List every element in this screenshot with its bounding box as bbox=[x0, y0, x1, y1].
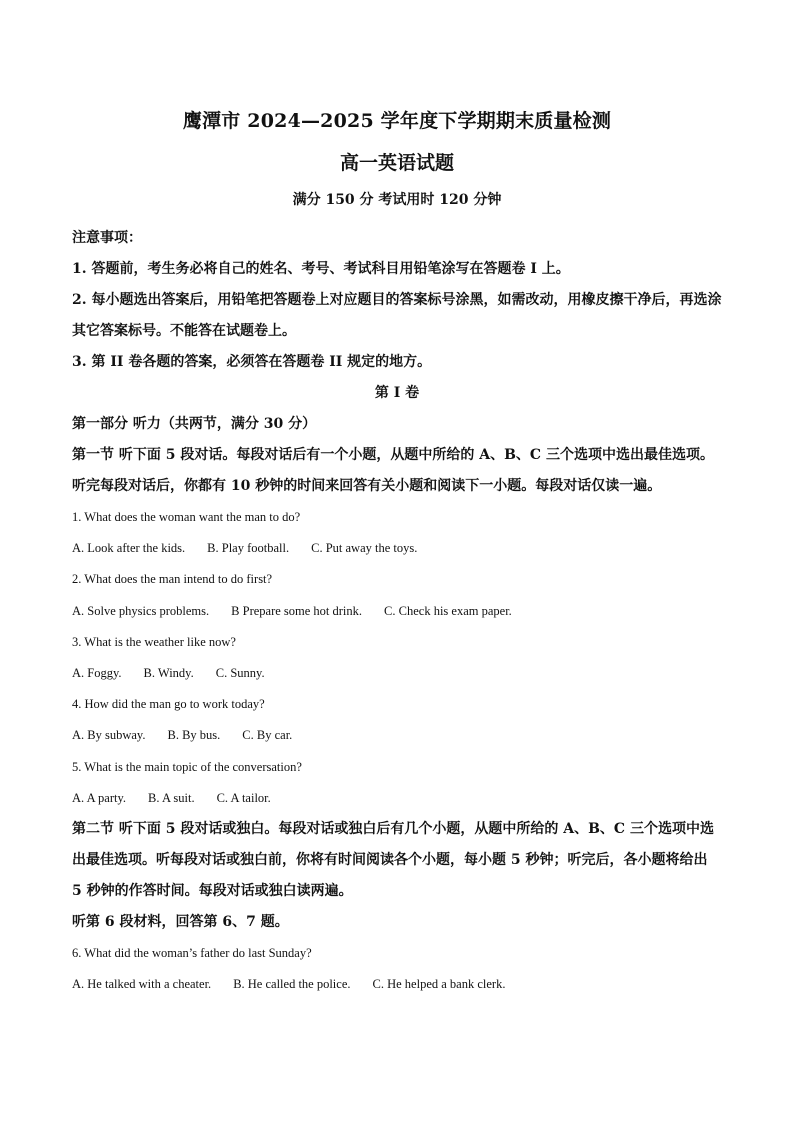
exam-subtitle: 高一英语试题 bbox=[339, 152, 454, 174]
option-a: A. Solve physics problems. bbox=[72, 603, 210, 618]
option-b: B. A suit. bbox=[148, 790, 195, 805]
option-c: C. He helped a bank clerk. bbox=[372, 977, 506, 992]
question-3: 3. What is the weather like now? bbox=[72, 634, 236, 649]
note-item-2: 2. 每小题选出答案后，用铅笔把答题卷上对应题目的答案标号涂黑，如需改动，用橡皮擦干净后，再选涂其它答案标号。不能答在试题卷上。 bbox=[72, 292, 722, 339]
option-c: C. Check his exam paper. bbox=[384, 603, 512, 618]
option-a: A. A party. bbox=[72, 790, 127, 805]
question-6: 6. What did the woman’s father do last Sunday? bbox=[72, 946, 312, 961]
option-c: C. Put away the toys. bbox=[311, 541, 418, 556]
option-c: C. By car. bbox=[242, 728, 293, 743]
question-1: 1. What does the woman want the man to do? bbox=[72, 510, 301, 524]
option-c: C. A tailor. bbox=[216, 790, 271, 805]
question-6-options bbox=[72, 969, 722, 1000]
part1-heading: 第一部分 听力（共两节，满分 30 分） bbox=[72, 416, 317, 432]
option-b: B. Windy. bbox=[143, 666, 194, 681]
material-6-heading: 听第 6 段材料，回答第 6、7 题。 bbox=[72, 914, 289, 931]
option-b: B. He called the police. bbox=[233, 977, 351, 992]
option-b: B. Play football. bbox=[207, 541, 290, 556]
question-1-options bbox=[72, 533, 722, 564]
option-b: B. By bus. bbox=[167, 728, 221, 743]
question-5: 5. What is the main topic of the conversation? bbox=[72, 759, 302, 774]
exam-meta: 满分 150 分 考试用时 120 分钟 bbox=[292, 192, 502, 208]
option-b: B Prepare some hot drink. bbox=[231, 603, 363, 618]
notes-heading: 注意事项： bbox=[72, 230, 142, 246]
section1-instructions: 第一节 听下面 5 段对话。每段对话后有一个小题，从题中所给的 A、B、C 三个选项中选出最佳选项。听完每段对话后，你都有 10 秒钟的时间来回答有关小题和阅读下一小题。每段对话仅读一遍。 bbox=[72, 447, 714, 494]
section2-instructions: 第二节 听下面 5 段对话或独白。每段对话或独白后有几个小题，从题中所给的 A、B、C 三个选项中选出最佳选项。听每段对话或独白前，你将有时间阅读各个小题，每小题 5 秒钟；听完后，各小题将给出 5 秒钟的作答时间。每段对话或独白读两遍。 bbox=[72, 821, 714, 900]
volume-heading: 第 I 卷 bbox=[374, 385, 420, 401]
note-item-1: 1. 答题前，考生务必将自己的姓名、考号、考试科目用铅笔涂写在答题卷 I 上。 bbox=[72, 261, 570, 277]
option-a: A. He talked with a cheater. bbox=[72, 977, 212, 992]
question-2: 2. What does the man intend to do first? bbox=[72, 572, 273, 587]
question-4: 4. How did the man go to work today? bbox=[72, 697, 265, 712]
question-3-options bbox=[72, 658, 722, 689]
exam-page bbox=[72, 100, 722, 1000]
option-a: A. Foggy. bbox=[72, 666, 122, 681]
question-4-options bbox=[72, 720, 722, 751]
option-c: C. Sunny. bbox=[215, 666, 265, 681]
option-a: A. By subway. bbox=[72, 728, 146, 743]
option-a: A. Look after the kids. bbox=[72, 541, 186, 556]
question-5-options bbox=[72, 783, 722, 814]
question-2-options bbox=[72, 596, 722, 627]
note-item-3: 3. 第 II 卷各题的答案，必须答在答题卷 II 规定的地方。 bbox=[72, 354, 432, 370]
exam-title: 鹰潭市 2024—2025 学年度下学期期末质量检测 bbox=[182, 110, 612, 132]
